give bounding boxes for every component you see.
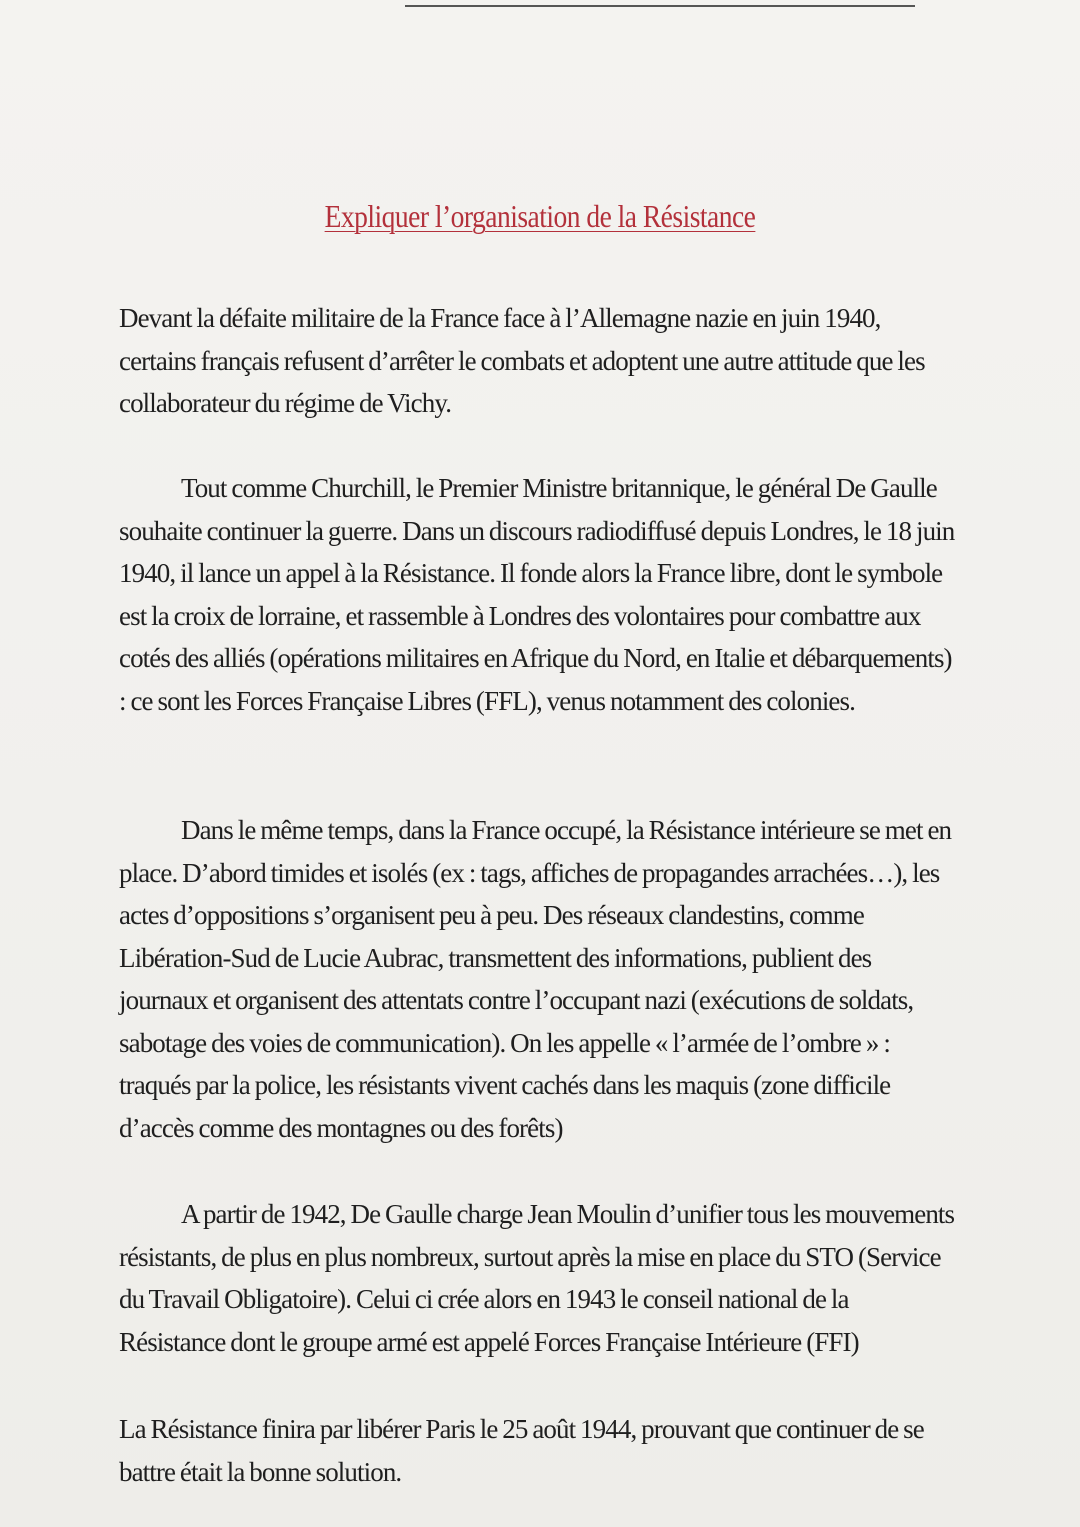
paragraph-intro: Devant la défaite militaire de la France face à l’Allemagne nazie en juin 1940, certains français refusent d’arrêter le combats et adoptent une autre attitude que les collaborateur du régime de Vichy. bbox=[119, 303, 925, 418]
paragraph-resistance-interieure: Dans le même temps, dans la France occupé, la Résistance intérieure se met en place. D’abord timides et isolés (ex : tags, affiches de propagandes arrachées…), les actes d’oppositions s’organisent peu à peu. Des réseaux clandestins, comme Libération-Sud de Lucie Aubrac, transmettent des informations, publient des journaux et organisent des attentats contre l’occupant nazi (exécutions de soldats, sabotage des voies de communication). On les appelle « l’armée de l’ombre » : traqués par la police, les résistants vivent cachés dans les maquis (zone difficile d’accès comme des montagnes ou des forêts) bbox=[119, 815, 952, 1143]
top-rule-divider bbox=[405, 5, 915, 7]
page-title: Expliquer l’organisation de la Résistance bbox=[324, 198, 756, 234]
paragraph-conclusion: La Résistance finira par libérer Paris le 25 août 1944, prouvant que continuer de se battre était la bonne solution. bbox=[119, 1414, 924, 1487]
paragraph-de-gaulle: Tout comme Churchill, le Premier Ministre britannique, le général De Gaulle souhaite continuer la guerre. Dans un discours radiodiffusé depuis Londres, le 18 juin 1940, il lance un appel à la Résistance. Il fonde alors la France libre, dont le symbole est la croix de lorraine, et rassemble à Londres des volontaires pour combattre aux cotés des alliés (opérations militaires en Afrique du Nord, en Italie et débarquements) : ce sont les Forces Française Libres (FFL), venus notamment des colonies. bbox=[119, 473, 955, 716]
paragraph-jean-moulin: A partir de 1942, De Gaulle charge Jean Moulin d’unifier tous les mouvements résistants, de plus en plus nombreux, surtout après la mise en place du STO (Service du Travail Obligatoire). Celui ci crée alors en 1943 le conseil national de la Résistance dont le groupe armé est appelé Forces Française Intérieure (FFI) bbox=[119, 1199, 955, 1357]
